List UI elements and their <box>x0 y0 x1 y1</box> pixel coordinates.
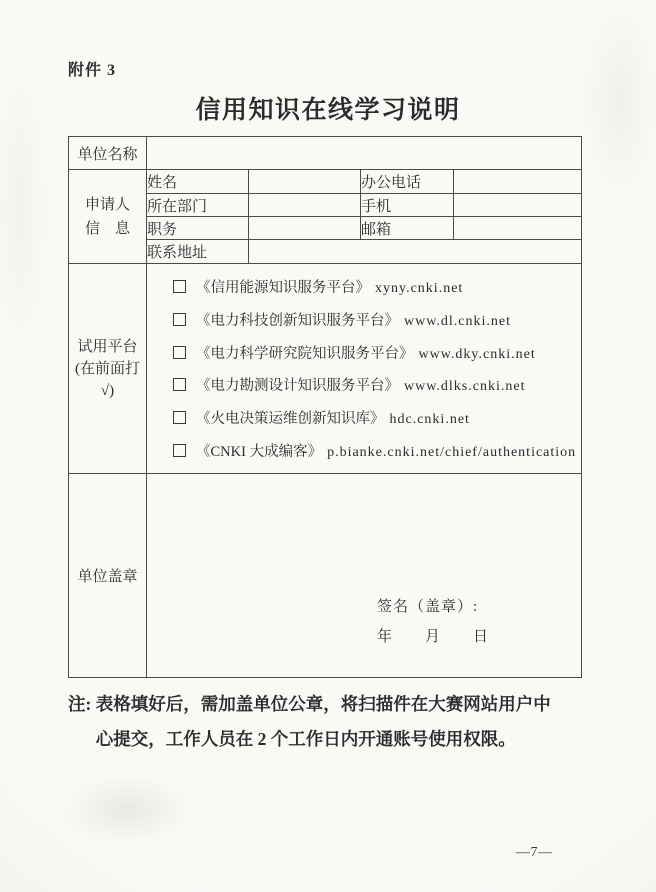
platform-url: www.dky.cnki.net <box>418 346 536 362</box>
platform-url: p.bianke.cnki.net/chief/authentication <box>327 445 577 461</box>
name-field[interactable] <box>249 170 361 194</box>
trial-options-cell <box>147 264 582 474</box>
platform-title: 《CNKI 大成编客》 <box>196 444 323 461</box>
trial-section-label <box>69 264 147 474</box>
scan-smudge <box>62 775 192 845</box>
unit-name-field[interactable] <box>147 137 582 170</box>
mobile-field[interactable] <box>454 194 582 217</box>
seal-area[interactable] <box>147 474 582 678</box>
signature-label: 签名（盖章）: <box>377 599 479 615</box>
mobile-label: 手机 <box>361 194 454 217</box>
platform-checkbox[interactable] <box>173 411 186 424</box>
platform-title: 《火电决策运维创新知识库》 <box>196 411 385 428</box>
office-phone-label: 办公电话 <box>361 170 454 194</box>
footnote-line1: 表格填好后，需加盖单位公章，将扫描件在大赛网站用户中 <box>95 694 551 714</box>
platform-option <box>173 276 581 297</box>
email-label: 邮箱 <box>361 217 454 240</box>
applicant-section-label <box>69 170 147 264</box>
trial-label-line1: 试用平台 <box>77 338 138 355</box>
unit-name-label: 单位名称 <box>69 137 147 170</box>
seal-section-label: 单位盖章 <box>69 474 147 678</box>
platform-checkbox[interactable] <box>173 346 186 359</box>
address-label: 联系地址 <box>147 240 249 264</box>
platform-checkbox[interactable] <box>173 313 186 326</box>
address-field[interactable] <box>249 240 582 264</box>
unit-name-row <box>69 137 582 170</box>
platform-checkbox[interactable] <box>173 444 186 457</box>
email-field[interactable] <box>454 217 582 240</box>
footnote-prefix: 注: <box>68 694 96 714</box>
platform-option <box>173 407 581 428</box>
platform-url: xyny.cnki.net <box>375 280 464 296</box>
date-label: 年 月 日 <box>377 629 490 645</box>
applicant-label-line2: 信 息 <box>84 220 130 237</box>
platform-url: www.dl.cnki.net <box>404 313 512 329</box>
footnote <box>68 687 620 757</box>
platform-option <box>173 440 581 461</box>
platform-checkbox[interactable] <box>173 280 186 293</box>
platform-checkbox[interactable] <box>173 378 186 391</box>
trial-label-line2: (在前面打 <box>75 360 140 377</box>
platform-title: 《电力科学研究院知识服务平台》 <box>196 345 414 362</box>
position-field[interactable] <box>249 217 361 240</box>
page-title: 信用知识在线学习说明 <box>195 97 461 124</box>
platform-title: 《电力科技创新知识服务平台》 <box>196 312 399 329</box>
platform-option <box>173 374 581 395</box>
applicant-label-line1: 申请人 <box>84 196 130 213</box>
trial-platforms-row <box>69 264 582 474</box>
platform-title: 《信用能源知识服务平台》 <box>196 279 370 296</box>
office-phone-field[interactable] <box>454 170 582 194</box>
seal-row <box>69 474 582 678</box>
platform-url: www.dlks.cnki.net <box>404 379 526 395</box>
platform-title: 《电力勘测设计知识服务平台》 <box>196 378 399 395</box>
footnote-line2: 心提交，工作人员在 2 个工作日内开通账号使用权限。 <box>95 729 516 749</box>
platform-option <box>173 342 581 363</box>
position-label: 职务 <box>147 217 249 240</box>
platform-url: hdc.cnki.net <box>389 412 470 428</box>
attachment-label: 附件 3 <box>68 62 117 79</box>
department-label: 所在部门 <box>147 194 249 217</box>
trial-label-line3: √) <box>100 382 115 399</box>
applicant-row <box>69 170 582 194</box>
platform-option <box>173 309 581 330</box>
page-number: —7— <box>516 845 553 860</box>
footnote-body <box>96 687 551 757</box>
application-form-table <box>68 136 582 678</box>
department-field[interactable] <box>249 194 361 217</box>
name-label: 姓名 <box>147 170 249 194</box>
